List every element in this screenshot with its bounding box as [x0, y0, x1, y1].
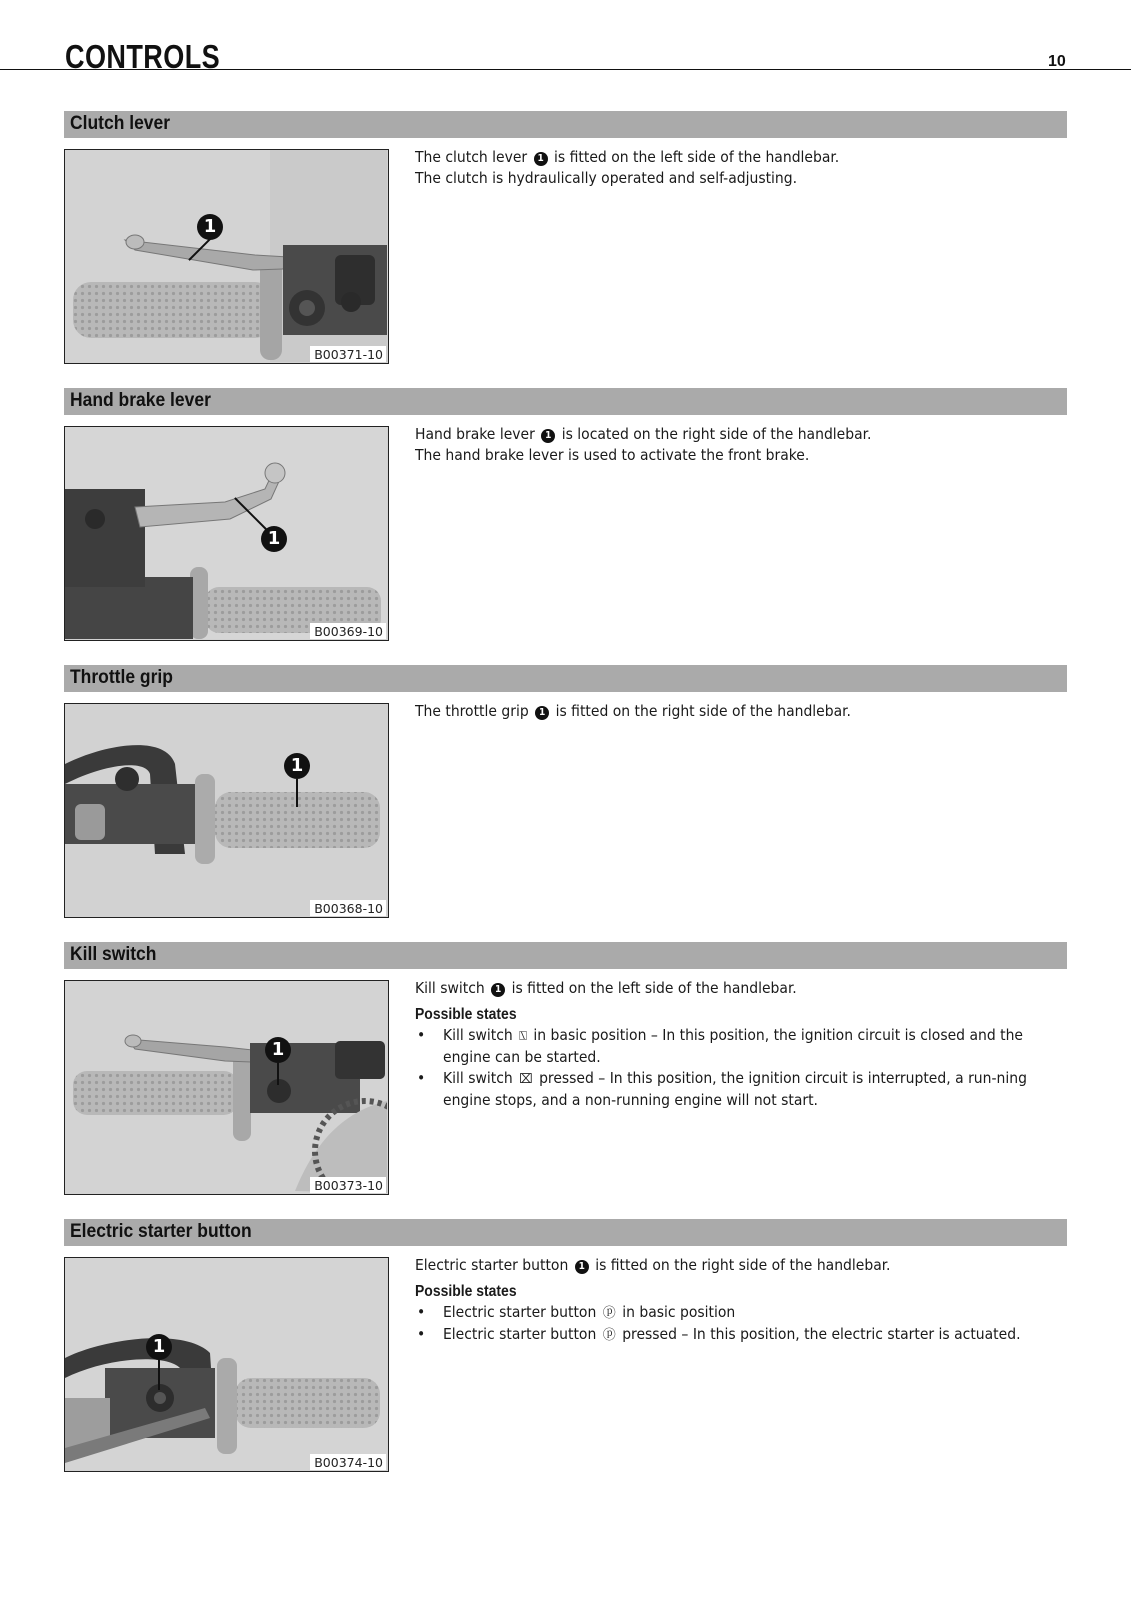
image-code: B00373-10 [310, 1177, 386, 1193]
section-header [64, 665, 1067, 692]
section-title: Clutch lever [70, 113, 171, 134]
header-rule [0, 69, 1131, 70]
text-fragment: is fitted on the right side of the handlebar. [555, 702, 851, 720]
states-title: Possible states [415, 1283, 517, 1300]
text-fragment: pressed – In this position, the electric starter is actuated. [622, 1325, 1021, 1343]
text-fragment: is fitted on the right side of the handlebar. [595, 1256, 891, 1274]
leader-line [296, 779, 298, 807]
states-list [415, 1025, 1065, 1111]
image-code: B00374-10 [310, 1454, 386, 1470]
text-fragment: is fitted on the left side of the handlebar. [511, 979, 797, 997]
section-hand-brake-lever [64, 388, 1067, 639]
image-code: B00369-10 [310, 623, 386, 639]
text-fragment: Electric starter button [415, 1256, 569, 1274]
section-title: Electric starter button [70, 1221, 252, 1242]
text-fragment: Kill switch [415, 979, 485, 997]
text-fragment: Kill switch [443, 1069, 513, 1087]
list-item [415, 1302, 1065, 1324]
image-code: B00371-10 [310, 346, 386, 362]
leader-line [277, 1063, 279, 1085]
section-text [415, 701, 1065, 722]
text-fragment: Kill switch [443, 1026, 513, 1044]
callout-marker: 1 [534, 152, 548, 166]
states-title: Possible states [415, 1006, 517, 1023]
section-header [64, 388, 1067, 415]
section-title: Hand brake lever [70, 390, 211, 411]
callout-1: 1 [265, 1037, 291, 1063]
starter-button-icon: ⓟ [602, 1306, 616, 1321]
page-number: 10 [1048, 53, 1066, 70]
callout-marker: 1 [575, 1260, 589, 1274]
section-text [415, 978, 1065, 1111]
kill-switch-pressed-icon: ⌧ [519, 1072, 533, 1087]
electric-starter-button-photo [64, 1257, 389, 1472]
section-title: Throttle grip [70, 667, 173, 688]
callout-1: 1 [146, 1334, 172, 1360]
section-clutch-lever [64, 111, 1067, 362]
text-fragment: is fitted on the left side of the handlebar. [554, 148, 840, 166]
text-fragment: in basic position – In this position, the ignition circuit is closed and the engine can be started. [443, 1026, 1024, 1066]
list-item [415, 1025, 1065, 1068]
section-header [64, 1219, 1067, 1246]
text-fragment: Electric starter button [443, 1325, 597, 1343]
callout-marker: 1 [491, 983, 505, 997]
section-title: Kill switch [70, 944, 157, 965]
section-text [415, 147, 1065, 189]
leader-line [158, 1360, 160, 1390]
hand-brake-lever-photo [64, 426, 389, 641]
kill-switch-photo [64, 980, 389, 1195]
text-line: The clutch is hydraulically operated and self-adjusting. [415, 169, 798, 187]
section-electric-starter-button [64, 1219, 1067, 1470]
text-fragment: pressed – In this position, the ignition circuit is interrupted, a run-ning engine stops, and a non-running engine will not start. [443, 1069, 1027, 1109]
text-fragment: Hand brake lever [415, 425, 535, 443]
text-fragment: The clutch lever [415, 148, 528, 166]
clutch-lever-photo [64, 149, 389, 364]
text-fragment: Electric starter button [443, 1303, 597, 1321]
callout-1: 1 [197, 214, 223, 240]
section-kill-switch [64, 942, 1067, 1193]
callout-1: 1 [261, 526, 287, 552]
image-code: B00368-10 [310, 900, 386, 916]
section-header [64, 111, 1067, 138]
section-text [415, 1255, 1065, 1346]
section-header [64, 942, 1067, 969]
text-fragment: The throttle grip [415, 702, 529, 720]
states-list [415, 1302, 1065, 1346]
throttle-grip-photo [64, 703, 389, 918]
text-line: The hand brake lever is used to activate the front brake. [415, 446, 810, 464]
callout-marker: 1 [541, 429, 555, 443]
text-fragment: in basic position [622, 1303, 736, 1321]
list-item [415, 1324, 1065, 1346]
callout-1: 1 [284, 753, 310, 779]
section-throttle-grip [64, 665, 1067, 916]
callout-marker: 1 [535, 706, 549, 720]
section-text [415, 424, 1065, 466]
text-fragment: is located on the right side of the handlebar. [561, 425, 872, 443]
kill-switch-open-icon: ⍂ [519, 1029, 527, 1044]
page-title: CONTROLS [65, 38, 221, 75]
starter-button-icon: ⓟ [602, 1328, 616, 1343]
list-item [415, 1068, 1065, 1111]
